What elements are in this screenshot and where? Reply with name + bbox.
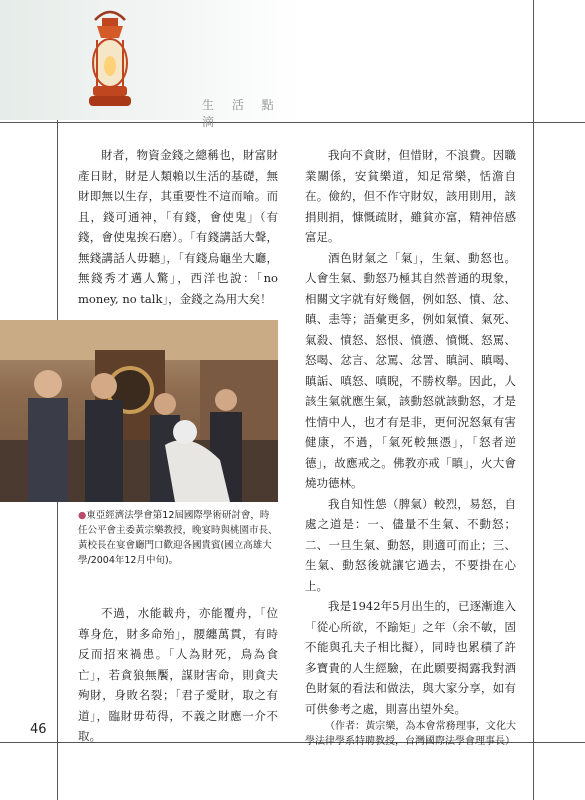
- left-column-top: [78, 145, 278, 309]
- paragraph: 酒色財氣之「氣」，生氣、動怒也。人會生氣、動怒乃極其自然普通的現象，相關文字就有好幾個，例如怒、憤、忿、瞋、恚等；語彙更多，例如氣憤、氣死、氣殺、憤怒、怒恨、憤懣、憤慨、怒罵、怒喝、忿言、忿罵、忿詈、瞋詞、瞋喝、瞋詬、嗔怒、嗔睨，不勝枚舉。因此，人該生氣就應生氣，該動怒就該動怒，才是性情中人，也才有是非，更何況怒氣有害健康，不過，「氣死較無憑」，「怒者逆德」，故應戒之。佛教亦戒「瞋」，火大會燒功德林。: [305, 250, 516, 490]
- caption-text: 東亞經濟法學會第12屆國際學術研討會，時任公平會主委黃宗樂教授，晚宴時與桃園市長、黃校長在宴會廳門口歡迎各國貴賓(國立高雄大學/2004年12月中旬)。: [78, 510, 278, 566]
- paragraph: 我向不貪財，但惜財，不浪費。因職業關係，安貧樂道，知足常樂，恬澹自在。儉約，但不作守財奴，該用則用，該捐則捐，慷慨疏財，雖貧亦富，精神倍感富足。: [305, 148, 516, 244]
- author-note: （作者：黃宗樂，為本會常務理事，文化大學法律學系特聘教授，台灣國際法學會理事長）: [305, 721, 516, 747]
- photo-caption: [78, 508, 278, 568]
- left-column-bottom: [78, 603, 278, 747]
- caption-bullet-icon: ●: [78, 510, 87, 521]
- header-banner: [0, 0, 300, 129]
- lantern-icon: [75, 8, 145, 113]
- right-column: [305, 145, 516, 749]
- section-title: 生 活 點 滴: [202, 98, 281, 129]
- paragraph: 我是1942年5月出生的，已逐漸進入「從心所欲，不踰矩」之年（余不敏，固不能與孔夫子相比擬），同時也累積了許多寶貴的人生經驗，在此願要揭露我對酒色財氣的看法和做法，與大家分享，如有可供參考之處，則喜出望外矣。: [305, 599, 516, 716]
- page-number: 46: [30, 722, 47, 737]
- paragraph: 我自知性怹（脾氣）較烈，易怒，自處之道是：一、儘量不生氣、不動怒；二、一旦生氣、動怒，則適可而止；三、生氣、動怒後就讓它過去，不要掛在心上。: [305, 496, 516, 593]
- photo-illustration: [0, 320, 278, 502]
- frame-line-right: [533, 0, 534, 800]
- paragraph: 不過，水能載舟，亦能覆舟，「位尊身危，財多命殆」，腰纏萬貫，有時反而招來禍患。「人為財死，鳥為食亡」，若貪狼無饜，謀財害命，則貪夫殉財，身敗名裂；「君子愛財，取之有道」，臨財毋苟得，不義之財應一介不取。: [78, 606, 278, 743]
- event-photo: [0, 320, 278, 502]
- paragraph: 財者，物資金錢之總稱也，財富財產日財，財是人類賴以生活的基礎，無財即無以生存，其重要性不這而喻。而且，錢可通神，「有錢，會使鬼」（有錢，會使鬼挨石磨）。「有錢講話大聲，無錢講話人毋聽」，「有錢烏龜坐大廳，無錢秀才邁人驚」，西洋也說：「no money, no talk」，金錢之為用大矣！: [78, 148, 278, 306]
